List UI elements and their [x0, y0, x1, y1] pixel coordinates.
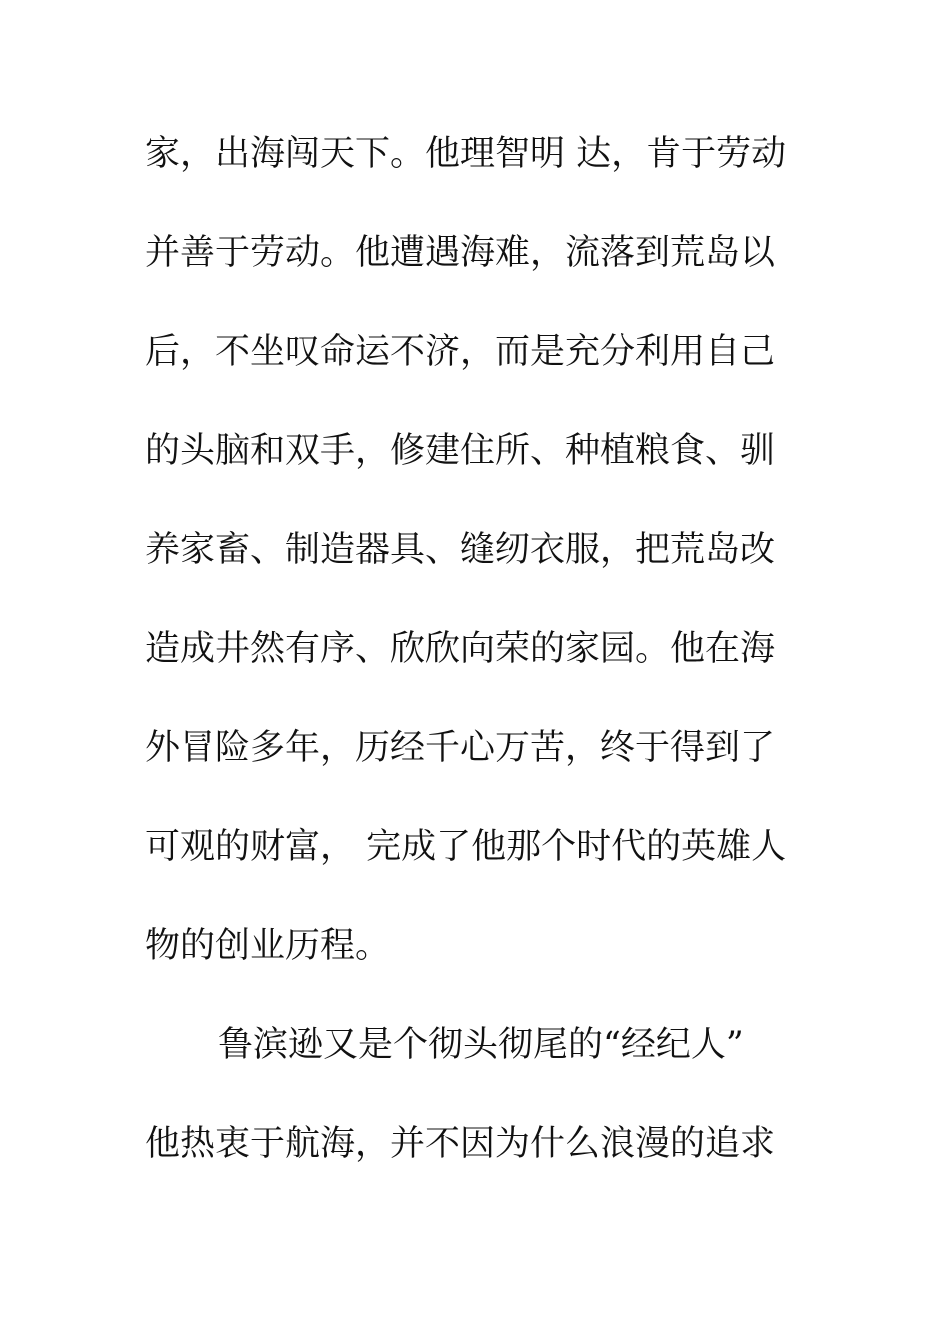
- text-line-3: 后，不坐叹命运不济，而是充分利用自己: [145, 332, 776, 372]
- text-line-11: 他热衷于航海，并不因为什么浪漫的追求: [145, 1124, 776, 1164]
- text-line-2: 并善于劳动。他遭遇海难，流落到荒岛以: [145, 233, 776, 273]
- text-line-4: 的头脑和双手，修建住所、种植粮食、驯: [145, 431, 776, 471]
- text-line-1: 家，出海闯天下。他理智明 达，肯于劳动: [145, 134, 787, 174]
- text-line-9: 物的创业历程。: [145, 926, 391, 966]
- text-line-8: 可观的财富， 完成了他那个时代的英雄人: [145, 827, 787, 867]
- text-line-6: 造成井然有序、欣欣向荣的家园。他在海: [145, 629, 776, 669]
- text-line-5: 养家畜、制造器具、缝纫衣服，把荒岛改: [145, 530, 776, 570]
- text-line-10-paragraph-start: 鲁滨逊又是个彻头彻尾的“经纪人”: [218, 1025, 744, 1065]
- text-line-7: 外冒险多年，历经千心万苦，终于得到了: [145, 728, 776, 768]
